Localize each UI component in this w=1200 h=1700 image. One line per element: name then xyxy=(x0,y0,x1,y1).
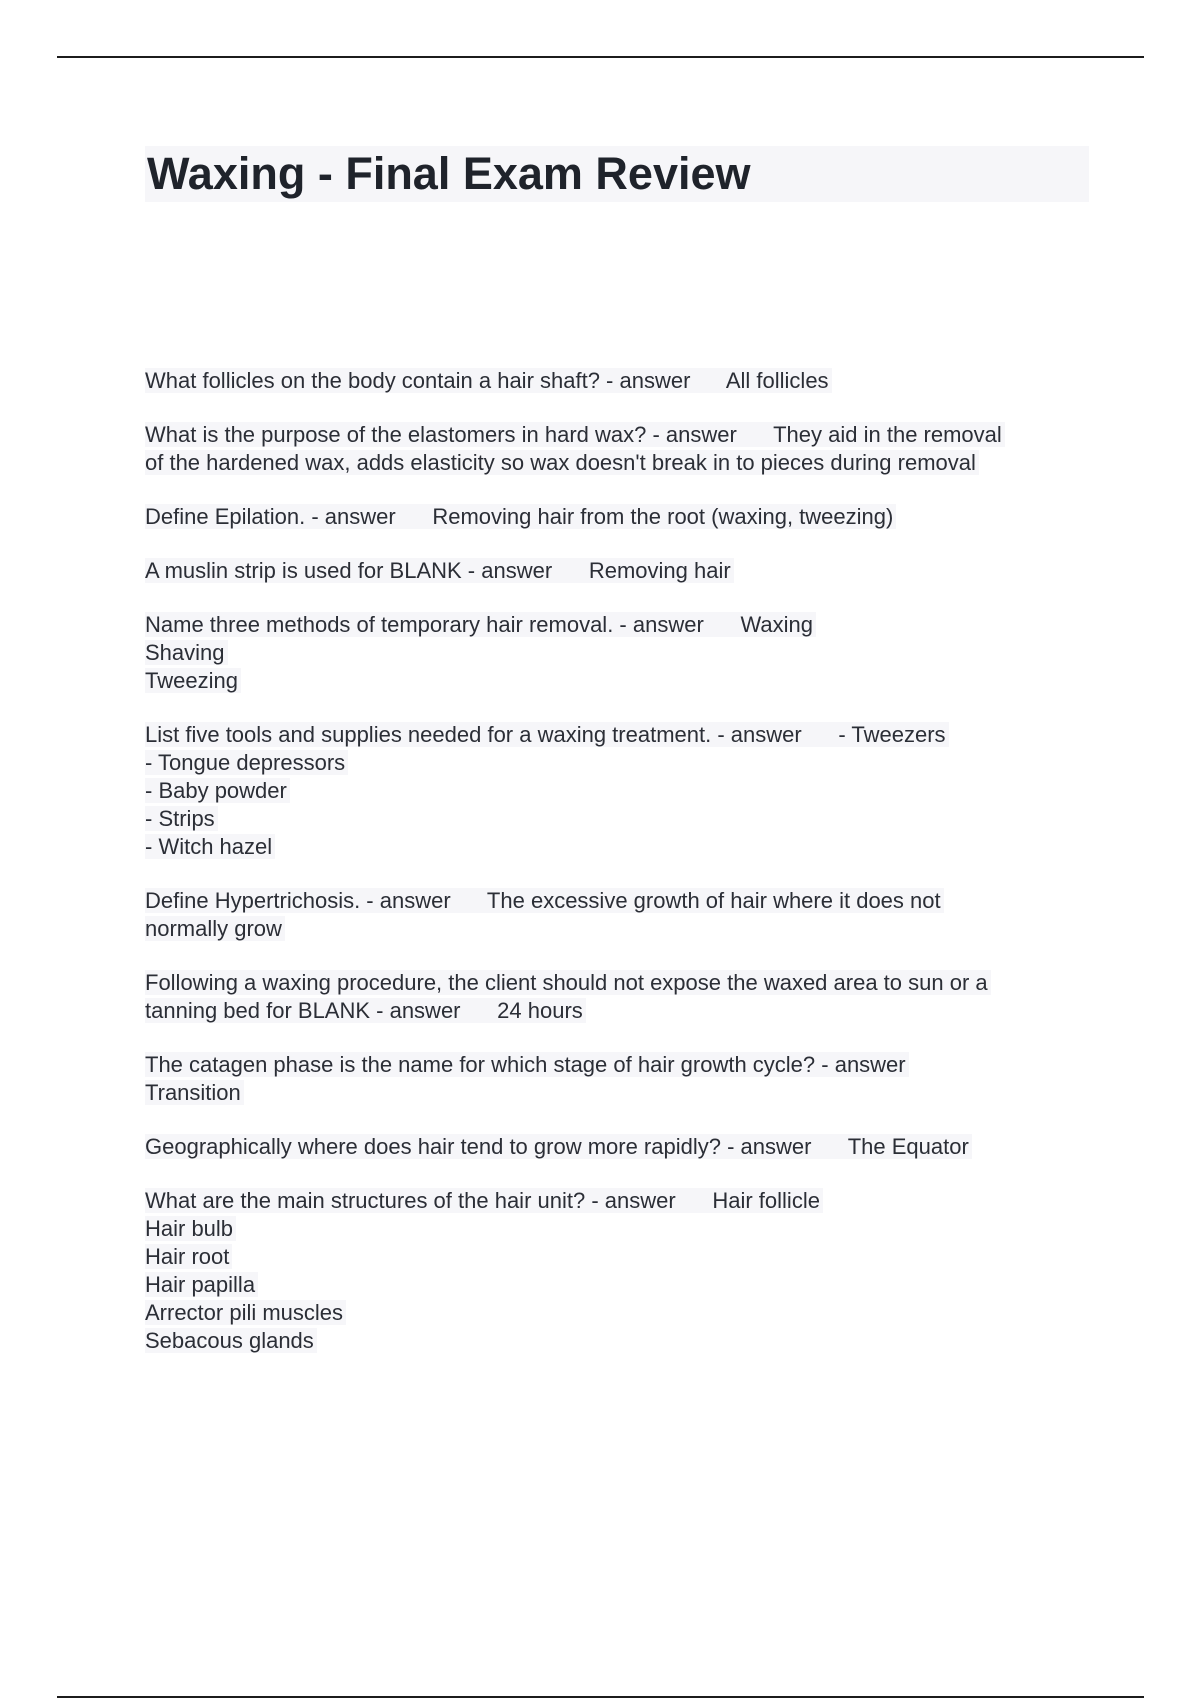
qa-line: Transition xyxy=(145,1080,244,1105)
qa-line: Arrector pili muscles xyxy=(145,1300,346,1325)
qa-line: What are the main structures of the hair unit? - answer Hair follicle xyxy=(145,1188,823,1213)
qa-item xyxy=(145,1051,1105,1107)
document-title: Waxing - Final Exam Review xyxy=(145,146,1089,202)
qa-list xyxy=(145,367,1105,1381)
qa-item xyxy=(145,367,1105,395)
qa-line: Hair bulb xyxy=(145,1216,236,1241)
qa-line: What follicles on the body contain a hair shaft? - answer All follicles xyxy=(145,368,832,393)
qa-line: Tweezing xyxy=(145,668,241,693)
qa-line: Define Epilation. - answer Removing hair from the root (waxing, tweezing) xyxy=(145,504,896,529)
top-rule xyxy=(57,56,1144,58)
qa-line: - Strips xyxy=(145,806,218,831)
qa-line: tanning bed for BLANK - answer 24 hours xyxy=(145,998,586,1023)
qa-line: Define Hypertrichosis. - answer The excessive growth of hair where it does not xyxy=(145,888,944,913)
qa-item xyxy=(145,1187,1105,1355)
qa-line: Sebacous glands xyxy=(145,1328,317,1353)
qa-line: Following a waxing procedure, the client should not expose the waxed area to sun or a xyxy=(145,970,991,995)
qa-item xyxy=(145,503,1105,531)
qa-item xyxy=(145,721,1105,861)
qa-item xyxy=(145,557,1105,585)
qa-line: Geographically where does hair tend to grow more rapidly? - answer The Equator xyxy=(145,1134,972,1159)
qa-line: Hair root xyxy=(145,1244,232,1269)
qa-item xyxy=(145,421,1105,477)
qa-line: - Witch hazel xyxy=(145,834,275,859)
qa-line: Shaving xyxy=(145,640,228,665)
qa-line: List five tools and supplies needed for a waxing treatment. - answer - Tweezers xyxy=(145,722,949,747)
qa-line: A muslin strip is used for BLANK - answer Removing hair xyxy=(145,558,734,583)
qa-line: Hair papilla xyxy=(145,1272,258,1297)
qa-line: of the hardened wax, adds elasticity so wax doesn't break in to pieces during removal xyxy=(145,450,979,475)
qa-line: Name three methods of temporary hair removal. - answer Waxing xyxy=(145,612,816,637)
qa-item xyxy=(145,887,1105,943)
qa-line: The catagen phase is the name for which stage of hair growth cycle? - answer xyxy=(145,1052,909,1077)
qa-item xyxy=(145,1133,1105,1161)
qa-line: - Tongue depressors xyxy=(145,750,348,775)
bottom-rule xyxy=(57,1696,1144,1698)
qa-item xyxy=(145,969,1105,1025)
qa-line: What is the purpose of the elastomers in hard wax? - answer They aid in the removal xyxy=(145,422,1005,447)
qa-item xyxy=(145,611,1105,695)
qa-line: - Baby powder xyxy=(145,778,290,803)
qa-line: normally grow xyxy=(145,916,285,941)
